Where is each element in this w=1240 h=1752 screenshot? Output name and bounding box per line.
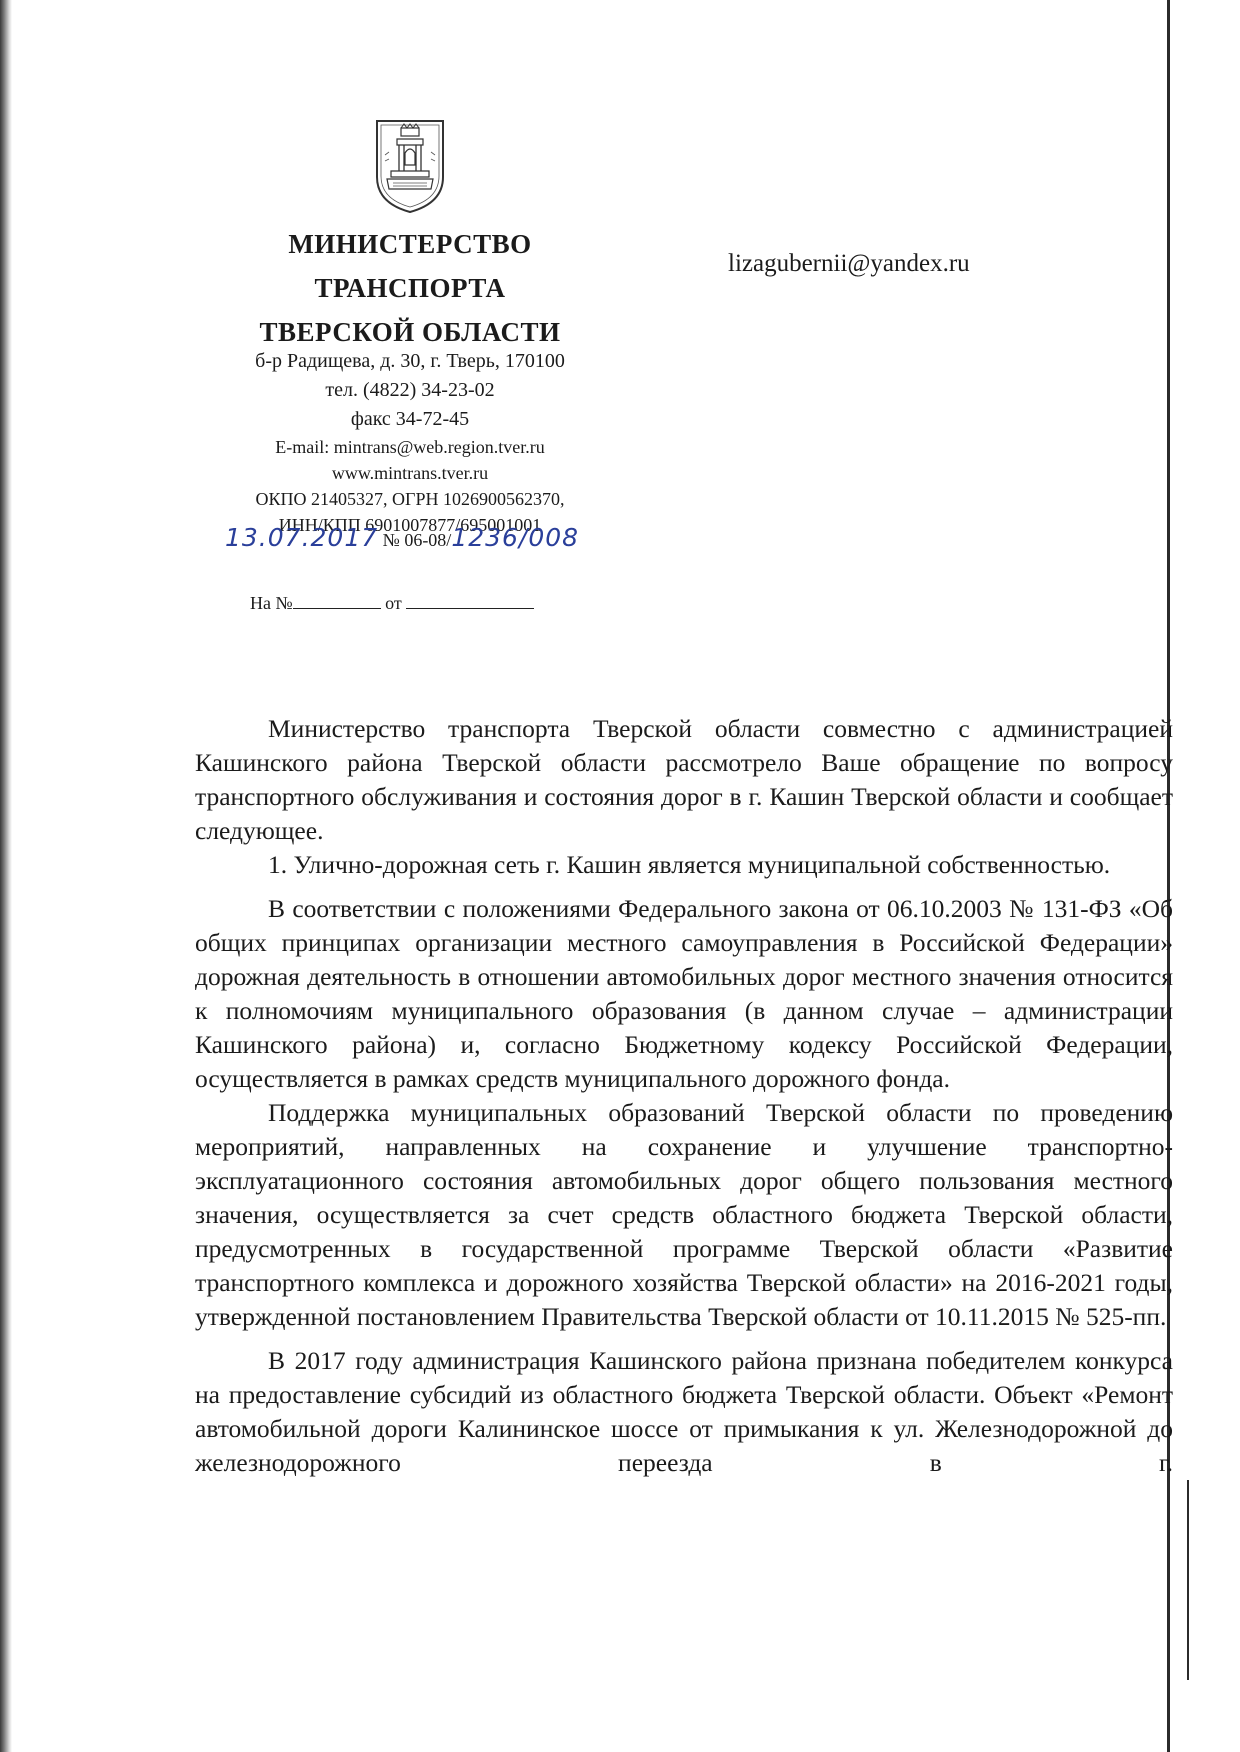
scan-shadow-right-lower (1187, 1480, 1189, 1680)
scan-shadow-left (0, 0, 12, 1752)
org-address: б-р Радищева, д. 30, г. Тверь, 170100 (255, 350, 565, 372)
org-name-line-2: ТРАНСПОРТА (314, 273, 506, 303)
org-name-line-3: ТВЕРСКОЙ ОБЛАСТИ (259, 317, 561, 347)
reply-number-blank (293, 592, 381, 609)
org-fax: факс 34-72-45 (350, 408, 470, 430)
org-name-line-1: МИНИСТЕРСТВО (288, 229, 532, 259)
coat-of-arms-icon (371, 115, 449, 215)
body-paragraph: Поддержка муниципальных образований Тверской области по проведению мероприятий, направленных на сохранение и улучшение транспортно-эксплуатационного состояния автомобильных дорог общего пользования местного значения, осуществляется за счет средств областного бюджета Тверской области, предусмотренных в государственной программе Тверской области «Развитие транспортного комплекса и дорожного хозяйства Тверской области» на 2016-2021 годы, утвержденной постановлением Правительства Тверской области от 10.11.2015 № 525-пп. (195, 1098, 1173, 1331)
reply-from-label: от (385, 593, 402, 613)
reply-date-blank (406, 592, 534, 609)
outgoing-number-label: № 06-08/ (382, 530, 452, 550)
org-website: www.mintrans.tver.ru (331, 463, 489, 483)
letter-body (195, 712, 1173, 1480)
org-email: E-mail: mintrans@web.region.tver.ru (275, 437, 545, 457)
body-paragraph: Министерство транспорта Тверской области совместно с администрацией Кашинского района Тверской области рассмотрело Ваше обращение по вопросу транспортного обслуживания и состояния дорог в г. Кашин Тверской области и сообщает следующее. (195, 714, 1173, 845)
body-paragraph: В соответствии с положениями Федерального закона от 06.10.2003 № 131-ФЗ «Об общих принципах организации местного самоуправления в Российской Федерации» дорожная деятельность в отношении автомобильных дорог местного значения относится к полномочиям муниципального образования (в данном случае – администрации Кашинского района) и, согласно Бюджетному кодексу Российской Федерации, осуществляется в рамках средств муниципального дорожного фонда. (195, 894, 1173, 1093)
org-tax-codes: ИНН/КПП 6901007877/695001001 (278, 515, 542, 535)
recipient-email: lizagubernii@yandex.ru (728, 250, 970, 277)
org-registry-codes: ОКПО 21405327, ОГРН 1026900562370, (255, 489, 565, 509)
outgoing-reference (225, 523, 579, 552)
body-paragraph: 1. Улично-дорожная сеть г. Кашин является муниципальной собственностью. (268, 850, 1111, 879)
outgoing-number: 1236/008 (451, 523, 580, 552)
letterhead (190, 115, 630, 538)
org-phone: тел. (4822) 34-23-02 (325, 379, 495, 401)
reply-number-label: На № (250, 593, 293, 613)
reply-reference (250, 592, 534, 614)
outgoing-date: 13.07.2017 (225, 523, 379, 552)
body-paragraph: В 2017 году администрация Кашинского района признана победителем конкурса на предоставление субсидий из областного бюджета Тверской области. Объект «Ремонт автомобильной дороги Калининское шоссе от примыкания к ул. Железнодорожной до железнодорожного переезда в г. (195, 1346, 1173, 1477)
